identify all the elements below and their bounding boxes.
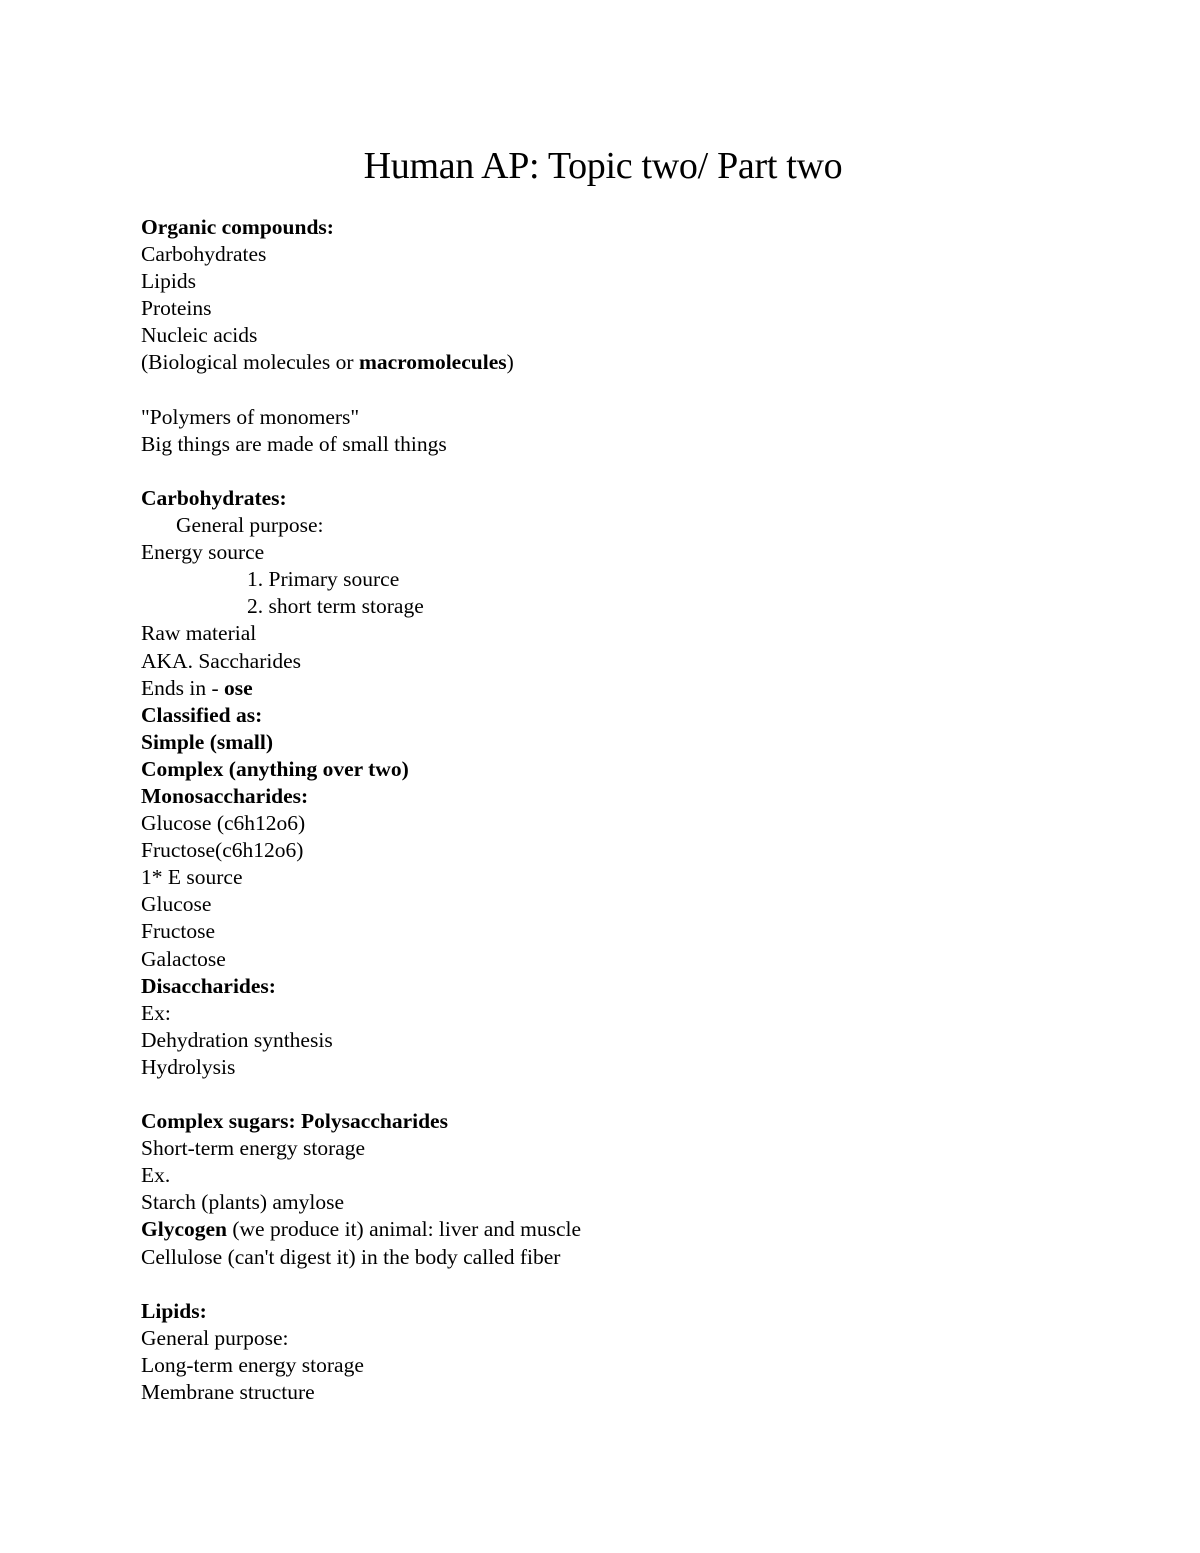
note-prefix: (Biological molecules or <box>141 350 359 375</box>
organic-item: Carbohydrates <box>141 242 267 267</box>
organic-heading: Organic compounds: <box>141 215 334 239</box>
lipids-general-purpose: General purpose: <box>141 1325 289 1350</box>
polymers-line: Big things are made of small things <box>141 431 447 456</box>
polymers-quote: "Polymers of monomers" <box>141 404 360 429</box>
organic-item: Nucleic acids <box>141 323 258 348</box>
mono-heading: Monosaccharides: <box>141 783 309 808</box>
carb-primary-source: 1. Primary source <box>247 567 400 592</box>
blank-line <box>141 458 1141 485</box>
carb-complex: Complex (anything over two) <box>141 756 409 781</box>
note-bold: macromolecules <box>358 350 507 375</box>
note-suffix: ) <box>506 350 514 375</box>
di-heading: Disaccharides: <box>141 973 276 998</box>
carb-aka: AKA. Saccharides <box>141 648 302 673</box>
starch: Starch (plants) amylose <box>141 1190 345 1215</box>
fructose: Fructose <box>141 919 216 944</box>
glycogen <box>141 1216 1141 1243</box>
organic-item: Proteins <box>141 296 212 321</box>
lipids-membrane: Membrane structure <box>141 1380 315 1405</box>
hydrolysis: Hydrolysis <box>141 1054 236 1079</box>
notes-body <box>141 214 1141 1406</box>
dehydration-synthesis: Dehydration synthesis <box>141 1027 333 1052</box>
glycogen-rest: (we produce it) animal: liver and muscle <box>227 1217 582 1242</box>
di-ex: Ex: <box>141 1000 171 1025</box>
macromolecules-note <box>141 349 1141 376</box>
fructose-formula: Fructose(c6h12o6) <box>141 838 304 863</box>
carb-simple: Simple (small) <box>141 729 273 754</box>
carb-ends-in <box>141 675 1141 702</box>
blank-line <box>141 1081 1141 1108</box>
lipids-long-term: Long-term energy storage <box>141 1352 364 1377</box>
blank-line <box>141 1271 1141 1298</box>
blank-line <box>141 377 1141 404</box>
glucose-formula: Glucose (c6h12o6) <box>141 811 306 836</box>
carb-general-purpose: General purpose: <box>176 513 324 538</box>
cellulose: Cellulose (can't digest it) in the body called fiber <box>141 1244 561 1269</box>
glucose: Glucose <box>141 892 212 917</box>
galactose: Galactose <box>141 946 226 971</box>
carb-short-term: 2. short term storage <box>247 594 424 619</box>
complex-short-term: Short-term energy storage <box>141 1136 366 1161</box>
organic-item: Lipids <box>141 269 196 294</box>
carb-raw-material: Raw material <box>141 621 257 646</box>
carbohydrates-heading: Carbohydrates: <box>141 485 287 510</box>
ends-prefix: Ends in - <box>141 675 225 700</box>
carb-energy-source: Energy source <box>141 540 265 565</box>
carb-classified: Classified as: <box>141 702 263 727</box>
ends-bold: ose <box>224 675 253 700</box>
complex-ex: Ex. <box>141 1163 171 1188</box>
complex-sugars-heading: Complex sugars: Polysaccharides <box>141 1109 448 1134</box>
e-source: 1* E source <box>141 865 243 890</box>
page-title: Human AP: Topic two/ Part two <box>363 145 843 187</box>
glycogen-bold: Glycogen <box>141 1217 227 1242</box>
lipids-heading: Lipids: <box>141 1298 207 1323</box>
